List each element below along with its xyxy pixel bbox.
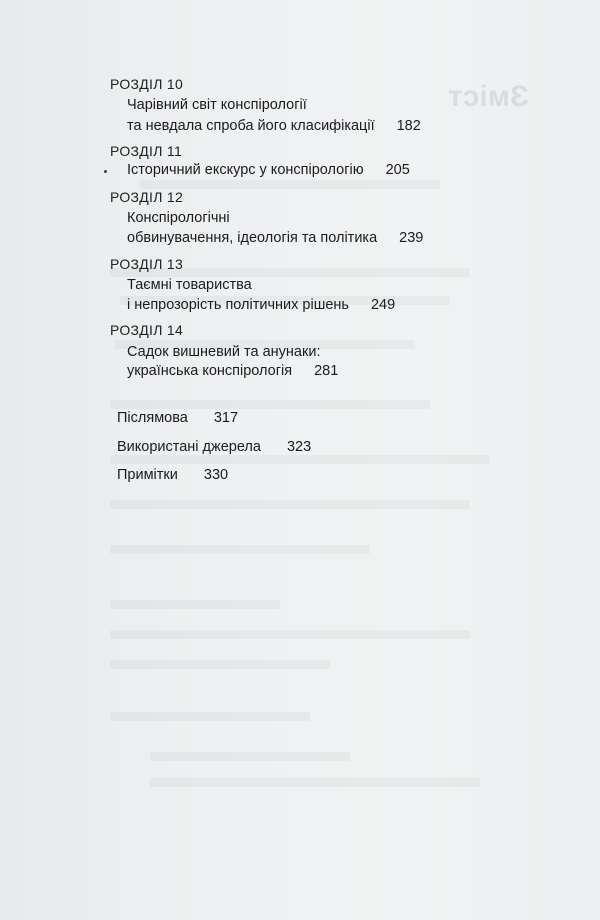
chapter-title-line: Садок вишневий та анунаки: xyxy=(127,344,321,360)
page-number: 281 xyxy=(314,363,339,379)
chapter-label: РОЗДІЛ 13 xyxy=(110,256,184,272)
chapter-title-text: і непрозорість політичних рішень xyxy=(127,297,349,313)
chapter-title-text: та невдала спроба його класифікації xyxy=(127,118,375,134)
page-number: 323 xyxy=(286,439,312,455)
page-number: 330 xyxy=(203,467,229,483)
back-matter-entry xyxy=(117,467,228,483)
chapter-title-line xyxy=(127,162,410,178)
chapter-label: РОЗДІЛ 14 xyxy=(110,322,184,338)
chapter-label: РОЗДІЛ 11 xyxy=(110,143,183,159)
back-matter-entry xyxy=(117,410,238,426)
page-number: 182 xyxy=(396,118,421,134)
chapter-title-text: українська конспірологія xyxy=(127,363,293,379)
page-number: 317 xyxy=(213,410,239,426)
back-matter-title: Післямова xyxy=(117,410,188,426)
chapter-label: РОЗДІЛ 10 xyxy=(110,76,184,92)
back-matter-entry xyxy=(117,439,311,455)
page-number: 205 xyxy=(385,162,410,178)
chapter-title-line xyxy=(127,297,395,313)
page-number: 239 xyxy=(399,230,424,246)
chapter-title-line xyxy=(127,363,338,379)
chapter-title-line xyxy=(127,118,421,134)
back-matter-title: Примітки xyxy=(117,467,178,483)
page-number: 249 xyxy=(370,297,396,313)
ink-dot xyxy=(104,170,107,173)
chapter-title-line xyxy=(127,230,423,246)
chapter-title-line: Конспірологічні xyxy=(127,210,230,226)
bleed-through-title: Зміст xyxy=(448,80,529,113)
chapter-title-line: Таємні товариства xyxy=(127,277,252,293)
chapter-title-text: обвинувачення, ідеологія та політика xyxy=(127,230,378,246)
chapter-label: РОЗДІЛ 12 xyxy=(110,189,184,205)
chapter-title-line: Чарівний світ конспірології xyxy=(127,97,307,113)
back-matter-title: Використані джерела xyxy=(117,439,261,455)
chapter-title-text: Історичний екскурс у конспірологію xyxy=(127,162,364,178)
